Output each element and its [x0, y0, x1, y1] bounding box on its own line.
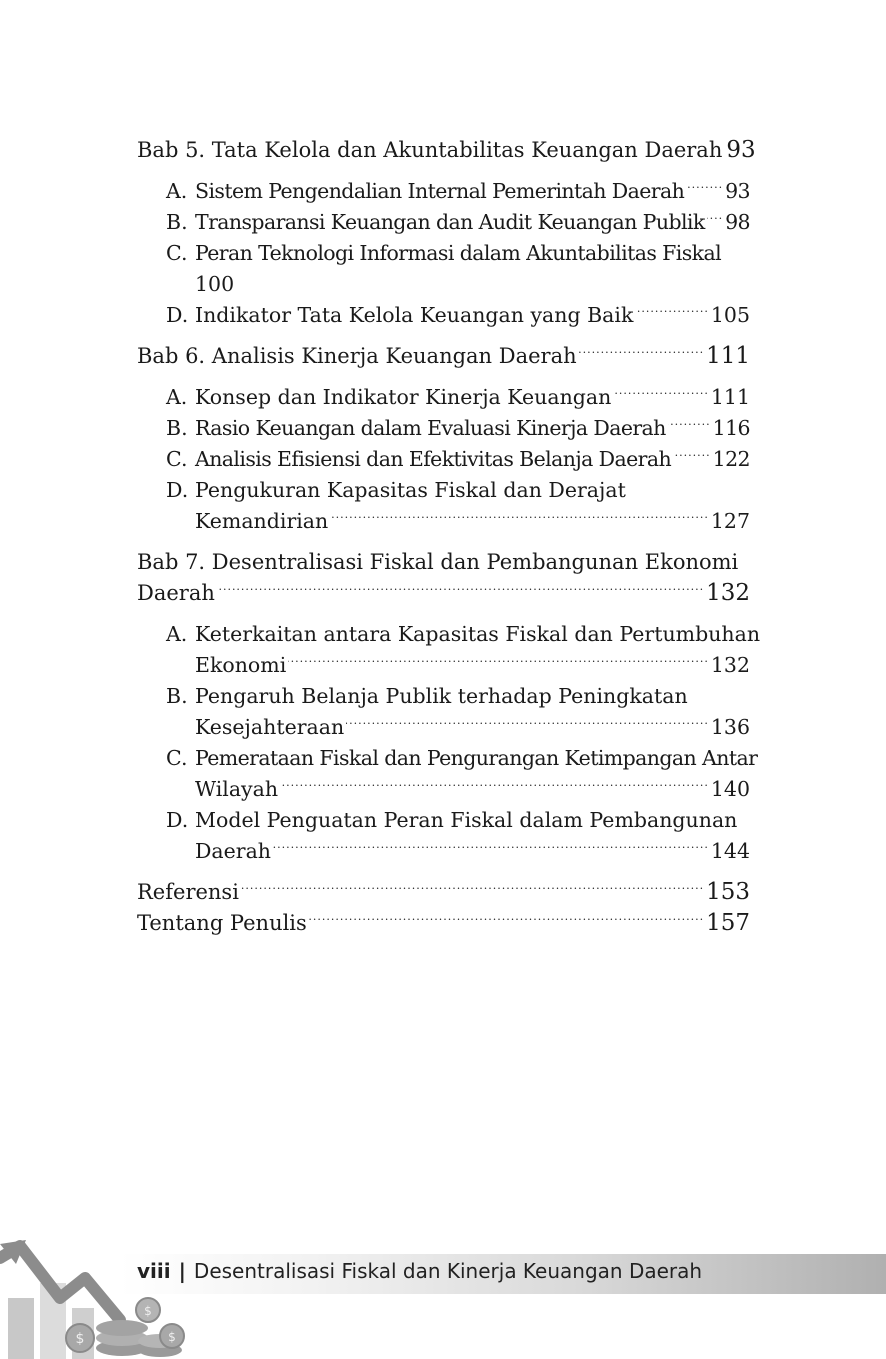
page-number: 153 [706, 879, 750, 905]
leader-dots [686, 182, 723, 198]
toc-section[interactable] [166, 681, 750, 743]
section-letter: C. [166, 746, 188, 770]
page-number: 98 [725, 210, 750, 234]
chapter-title: Bab 5. Tata Kelola dan Akuntabilitas Keuangan Daerah [137, 138, 723, 162]
section-title: Sistem Pengendalian Internal Pemerintah Daerah [195, 179, 685, 203]
toc-section[interactable] [166, 413, 750, 444]
toc-chapter-6[interactable] [137, 341, 750, 372]
section-letter: A. [166, 179, 188, 203]
toc-tentang-penulis[interactable] [137, 908, 750, 939]
toc-section[interactable] [166, 300, 750, 331]
section-letter: D. [166, 303, 189, 327]
section-letter: D. [166, 808, 189, 832]
section-letter: C. [166, 241, 188, 265]
page-number: 111 [706, 343, 750, 369]
entry-title: Tentang Penulis [137, 911, 307, 935]
section-letter: C. [166, 447, 188, 471]
section-letter: B. [166, 684, 188, 708]
chapter-title-cont: Daerah [137, 581, 215, 605]
section-title-cont: Ekonomi [195, 653, 287, 677]
section-title: Analisis Efisiensi dan Efektivitas Belanja Daerah [195, 447, 672, 471]
coin-label: $ [144, 1304, 152, 1318]
leader-dots [635, 306, 708, 322]
entry-title: Referensi [137, 880, 239, 904]
section-title-cont: Wilayah [195, 777, 279, 801]
page-number: 100 [195, 272, 235, 296]
toc-section[interactable] [166, 805, 750, 867]
leader-dots [707, 213, 723, 229]
toc-section[interactable] [166, 475, 750, 537]
toc-chapter-5[interactable] [137, 135, 756, 166]
leader-dots [217, 584, 704, 600]
page-number-roman: viii [137, 1259, 171, 1283]
section-title-cont: Kesejahteraan [195, 715, 345, 739]
section-title: Keterkaitan antara Kapasitas Fiskal dan Pertumbuhan [195, 622, 761, 646]
section-title: Indikator Tata Kelola Keuangan yang Baik [195, 303, 634, 327]
toc-section[interactable] [166, 176, 750, 207]
page-number: 140 [710, 777, 750, 801]
toc-section[interactable] [166, 619, 761, 681]
toc-chapter-7-title[interactable]: Bab 7. Desentralisasi Fiskal dan Pembangunan Ekonomi [137, 550, 739, 574]
section-letter: B. [166, 210, 188, 234]
toc-referensi[interactable] [137, 877, 750, 908]
page-number: 144 [710, 839, 750, 863]
toc-section[interactable] [166, 444, 750, 475]
book-title: Desentralisasi Fiskal dan Kinerja Keuangan Daerah [193, 1259, 703, 1283]
section-title: Peran Teknologi Informasi dalam Akuntabilitas Fiskal [195, 241, 722, 265]
leader-dots [668, 419, 711, 435]
toc-section[interactable] [166, 207, 750, 238]
page-number: 132 [706, 580, 750, 606]
section-title: Transparansi Keuangan dan Audit Keuangan Publik [195, 210, 705, 234]
finance-chart-coins-icon [0, 1238, 200, 1359]
section-title-cont: Daerah [195, 839, 272, 863]
section-title: Rasio Keuangan dalam Evaluasi Kinerja Daerah [195, 416, 666, 440]
page-number: 127 [710, 509, 750, 533]
section-title: Pemerataan Fiskal dan Pengurangan Ketimpangan Antar [195, 746, 758, 770]
leader-dots [673, 450, 711, 466]
page-number: 93 [726, 137, 756, 163]
coin-label: $ [168, 1330, 176, 1344]
page-footer [137, 1259, 702, 1283]
section-title: Model Penguatan Peran Fiskal dalam Pembangunan [195, 808, 738, 832]
page-number: 116 [712, 416, 750, 440]
page-number: 136 [710, 715, 750, 739]
page-number: 105 [710, 303, 750, 327]
footer-separator: | [178, 1259, 186, 1283]
coin-label: $ [75, 1331, 85, 1347]
section-title-cont: Kemandirian [195, 509, 329, 533]
leader-dots [613, 388, 709, 404]
section-title: Pengukuran Kapasitas Fiskal dan Derajat [195, 478, 626, 502]
section-letter: A. [166, 622, 188, 646]
leader-dots [330, 512, 709, 528]
page-number: 122 [712, 447, 750, 471]
leader-dots [273, 842, 709, 858]
leader-dots [288, 656, 709, 672]
toc-section[interactable] [166, 743, 758, 805]
table-of-contents [137, 135, 761, 939]
leader-dots [309, 914, 704, 930]
section-title: Konsep dan Indikator Kinerja Keuangan [195, 385, 612, 409]
toc-section[interactable] [166, 382, 750, 413]
chapter-title: Bab 6. Analisis Kinerja Keuangan Daerah [137, 344, 577, 368]
leader-dots [241, 883, 704, 899]
toc-chapter-7[interactable] [137, 578, 750, 609]
section-letter: A. [166, 385, 188, 409]
page-number: 157 [706, 910, 750, 936]
leader-dots [579, 347, 704, 363]
toc-section[interactable] [166, 238, 750, 300]
page-number: 132 [710, 653, 750, 677]
leader-dots [346, 718, 709, 734]
section-letter: D. [166, 478, 189, 502]
page-number: 111 [710, 385, 750, 409]
section-letter: B. [166, 416, 188, 440]
section-title: Pengaruh Belanja Publik terhadap Peningkatan [195, 684, 688, 708]
leader-dots [280, 780, 709, 796]
page-number: 93 [725, 179, 750, 203]
